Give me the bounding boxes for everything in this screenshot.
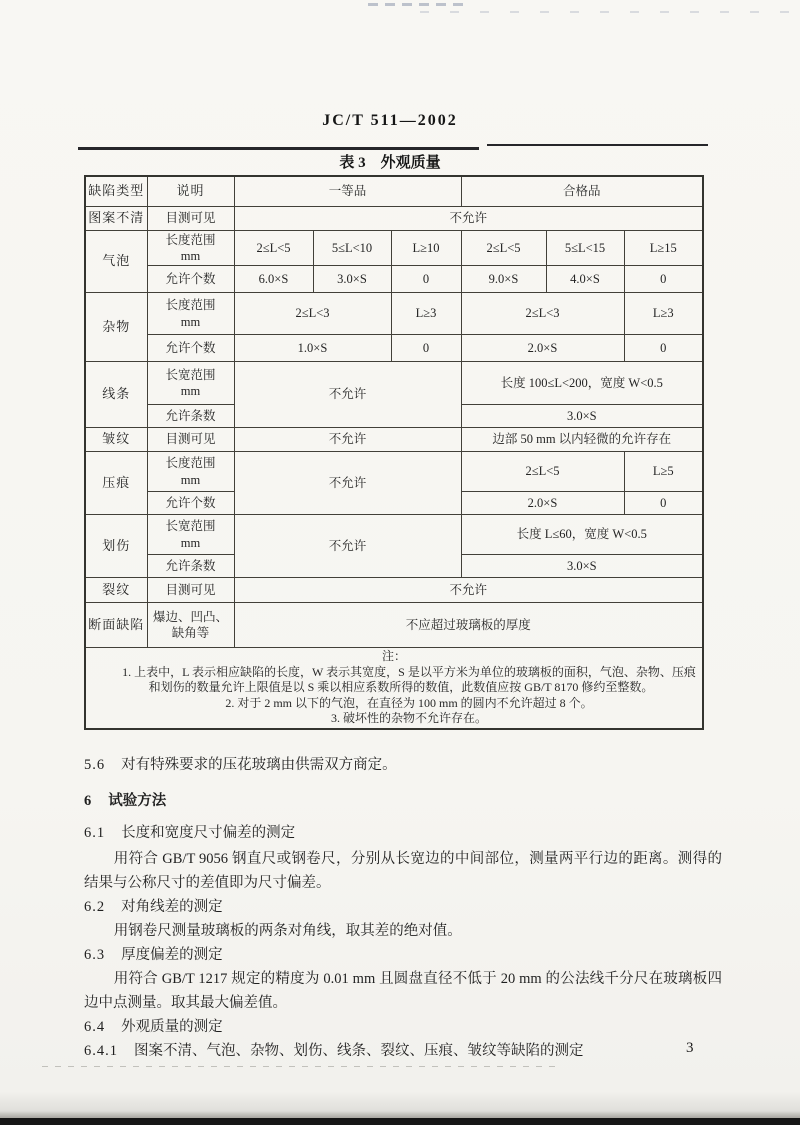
cell-edge-name: 断面缺陷	[85, 603, 147, 648]
scan-artifact-top-2	[420, 11, 792, 13]
cell-line-f-value: 不允许	[234, 362, 461, 428]
clause-6-4	[84, 1015, 722, 1039]
table-row	[85, 230, 703, 266]
cell-scratch-f-value: 不允许	[234, 515, 461, 578]
cell-crack-desc: 目测可见	[147, 578, 234, 603]
note-1: 1. 上表中，L 表示相应缺陷的长度，W 表示其宽度，S 是以平方米为单位的玻璃板的面积，气泡、杂物、压痕和划伤的数量允许上限值是以 S 乘以相应系数所得的数值，此数值应按 GB/T 8170 修约至整数。	[122, 664, 696, 695]
table-row	[85, 452, 703, 492]
range-label-text: 长度范围	[165, 298, 216, 313]
doc-code-header: JC/T 511—2002	[322, 112, 458, 129]
cell-edge-value: 不应超过玻璃板的厚度	[234, 603, 703, 648]
clause-6-2	[84, 895, 722, 919]
clause-text: 长度和宽度尺寸偏差的测定	[121, 825, 296, 841]
clause-text: 外观质量的测定	[121, 1019, 223, 1035]
cell-line-range-label	[147, 362, 234, 405]
table-row	[85, 206, 703, 230]
cell-impurity-f-range1: 2≤L<3	[234, 293, 391, 335]
clause-text: 对角线差的测定	[121, 899, 223, 915]
scan-shadow-bottom	[0, 1111, 800, 1118]
cell-impurity-f-range2: L≥3	[391, 293, 461, 335]
cell-bubble-q-range2: 5≤L<15	[546, 230, 624, 266]
table3-appearance-quality	[84, 175, 704, 730]
cell-bubble-q-count2: 4.0×S	[546, 266, 624, 293]
clause-5-6	[84, 753, 722, 777]
cell-press-q-range1: 2≤L<5	[461, 452, 624, 492]
range-label-text: 长度范围	[165, 456, 216, 471]
cell-scratch-q-count: 3.0×S	[461, 555, 703, 578]
cell-impurity-f-count2: 0	[391, 335, 461, 362]
clause-number: 6.4	[84, 1019, 106, 1035]
cell-wrinkle-q-value: 边部 50 mm 以内轻微的允许存在	[461, 428, 703, 452]
scan-artifact-top	[368, 3, 468, 6]
clause-text: 对有特殊要求的压花玻璃由供需双方商定。	[121, 757, 397, 773]
cell-bubble-f-range1: 2≤L<5	[234, 230, 313, 266]
clause-number: 6.1	[84, 825, 106, 841]
cell-impurity-q-count2: 0	[624, 335, 703, 362]
clause-number: 6.4.1	[84, 1043, 118, 1059]
cell-scratch-range-label	[147, 515, 234, 555]
table-notes-row	[85, 648, 703, 729]
clause-6-heading	[84, 789, 722, 813]
table-row	[85, 362, 703, 405]
cell-bubble-range-label	[147, 230, 234, 266]
cell-bubble-f-count1: 6.0×S	[234, 266, 313, 293]
cell-scratch-name: 划伤	[85, 515, 147, 578]
paragraph-6-3: 用符合 GB/T 1217 规定的精度为 0.01 mm 且圆盘直径不低于 20 mm 的公法线千分尺在玻璃板四边中点测量。取其最大偏差值。	[84, 971, 722, 1011]
table-row	[85, 578, 703, 603]
col-header-defect-type: 缺陷类型	[85, 176, 147, 206]
cell-line-count-label: 允许条数	[147, 405, 234, 428]
cell-press-q-count2: 0	[624, 492, 703, 515]
note-2: 2. 对于 2 mm 以下的气泡，在直径为 100 mm 的圆内不允许超过 8 个。	[225, 695, 593, 710]
cell-bubble-f-range3: L≥10	[391, 230, 461, 266]
range-unit-text: mm	[180, 314, 201, 329]
cell-bubble-f-count2: 3.0×S	[313, 266, 391, 293]
cell-bubble-q-range1: 2≤L<5	[461, 230, 546, 266]
clause-number: 6.3	[84, 947, 106, 963]
note-3: 3. 破坏性的杂物不允许存在。	[331, 711, 488, 726]
cell-impurity-count-label: 允许个数	[147, 335, 234, 362]
cell-bubble-q-range3: L≥15	[624, 230, 703, 266]
cell-line-q-range: 长度 100≤L<200，宽度 W<0.5	[461, 362, 703, 405]
cell-bubble-name: 气泡	[85, 230, 147, 293]
range-label-text: 长宽范围	[165, 367, 216, 382]
table3-title: 表 3 外观质量	[339, 155, 441, 171]
range-label-text: 长度范围	[165, 232, 216, 247]
cell-impurity-f-count1: 1.0×S	[234, 335, 391, 362]
cell-scratch-q-range: 长度 L≤60，宽度 W<0.5	[461, 515, 703, 555]
page-number: 3	[686, 1040, 694, 1056]
cell-edge-desc: 爆边、凹凸、缺角等	[147, 603, 234, 648]
table-row	[85, 176, 703, 206]
table-row	[85, 428, 703, 452]
cell-pattern-desc: 目测可见	[147, 206, 234, 230]
cell-press-q-count1: 2.0×S	[461, 492, 624, 515]
paragraph-6-2: 用钢卷尺测量玻璃板的两条对角线，取其差的绝对值。	[113, 923, 462, 939]
range-unit-text: mm	[180, 248, 201, 263]
notes-label: 注：	[382, 649, 407, 663]
table-notes-cell	[85, 648, 703, 729]
clause-number: 6	[84, 793, 93, 809]
cell-impurity-q-range1: 2≤L<3	[461, 293, 624, 335]
table-row	[85, 293, 703, 335]
range-label-text: 长宽范围	[165, 519, 216, 534]
cell-pattern-name: 图案不清	[85, 206, 147, 230]
range-unit-text: mm	[180, 535, 201, 550]
range-unit-text: mm	[180, 472, 201, 487]
cell-wrinkle-name: 皱纹	[85, 428, 147, 452]
clause-6-3	[84, 943, 722, 967]
header-rule-right	[487, 144, 708, 146]
cell-bubble-q-count1: 9.0×S	[461, 266, 546, 293]
cell-impurity-name: 杂物	[85, 293, 147, 362]
cell-press-range-label	[147, 452, 234, 492]
table-row	[85, 266, 703, 293]
clause-text: 试验方法	[108, 793, 167, 809]
cell-press-f-value: 不允许	[234, 452, 461, 515]
col-header-first-grade: 一等品	[234, 176, 461, 206]
clause-text: 图案不清、气泡、杂物、划伤、线条、裂纹、压痕、皱纹等缺陷的测定	[134, 1043, 584, 1059]
cell-press-count-label: 允许个数	[147, 492, 234, 515]
clause-6-1	[84, 821, 722, 845]
cell-impurity-q-range2: L≥3	[624, 293, 703, 335]
cell-crack-value: 不允许	[234, 578, 703, 603]
header-rule-left	[78, 147, 479, 150]
col-header-qualified: 合格品	[461, 176, 703, 206]
cell-press-name: 压痕	[85, 452, 147, 515]
cell-bubble-q-count3: 0	[624, 266, 703, 293]
clause-number: 6.2	[84, 899, 106, 915]
range-unit-text: mm	[180, 384, 201, 398]
body-text	[84, 753, 722, 1063]
cell-wrinkle-desc: 目测可见	[147, 428, 234, 452]
table-row	[85, 603, 703, 648]
col-header-description: 说明	[147, 176, 234, 206]
cell-impurity-q-count1: 2.0×S	[461, 335, 624, 362]
clause-number: 5.6	[84, 757, 106, 773]
scan-artifact-dotted-line	[42, 1066, 562, 1067]
cell-bubble-count-label: 允许个数	[147, 266, 234, 293]
cell-line-name: 线条	[85, 362, 147, 428]
cell-bubble-f-count3: 0	[391, 266, 461, 293]
cell-bubble-f-range2: 5≤L<10	[313, 230, 391, 266]
cell-impurity-range-label	[147, 293, 234, 335]
clause-text: 厚度偏差的测定	[121, 947, 223, 963]
cell-wrinkle-f-value: 不允许	[234, 428, 461, 452]
table-row	[85, 515, 703, 555]
cell-crack-name: 裂纹	[85, 578, 147, 603]
cell-press-q-range2: L≥5	[624, 452, 703, 492]
table-row	[85, 335, 703, 362]
cell-line-q-count: 3.0×S	[461, 405, 703, 428]
cell-scratch-count-label: 允许条数	[147, 555, 234, 578]
paragraph-6-1: 用符合 GB/T 9056 钢直尺或钢卷尺，分别从长宽边的中间部位，测量两平行边的距离。测得的结果与公称尺寸的差值即为尺寸偏差。	[84, 851, 722, 891]
scan-edge-band	[0, 1118, 800, 1125]
cell-pattern-value: 不允许	[234, 206, 703, 230]
clause-6-4-1	[84, 1039, 722, 1063]
